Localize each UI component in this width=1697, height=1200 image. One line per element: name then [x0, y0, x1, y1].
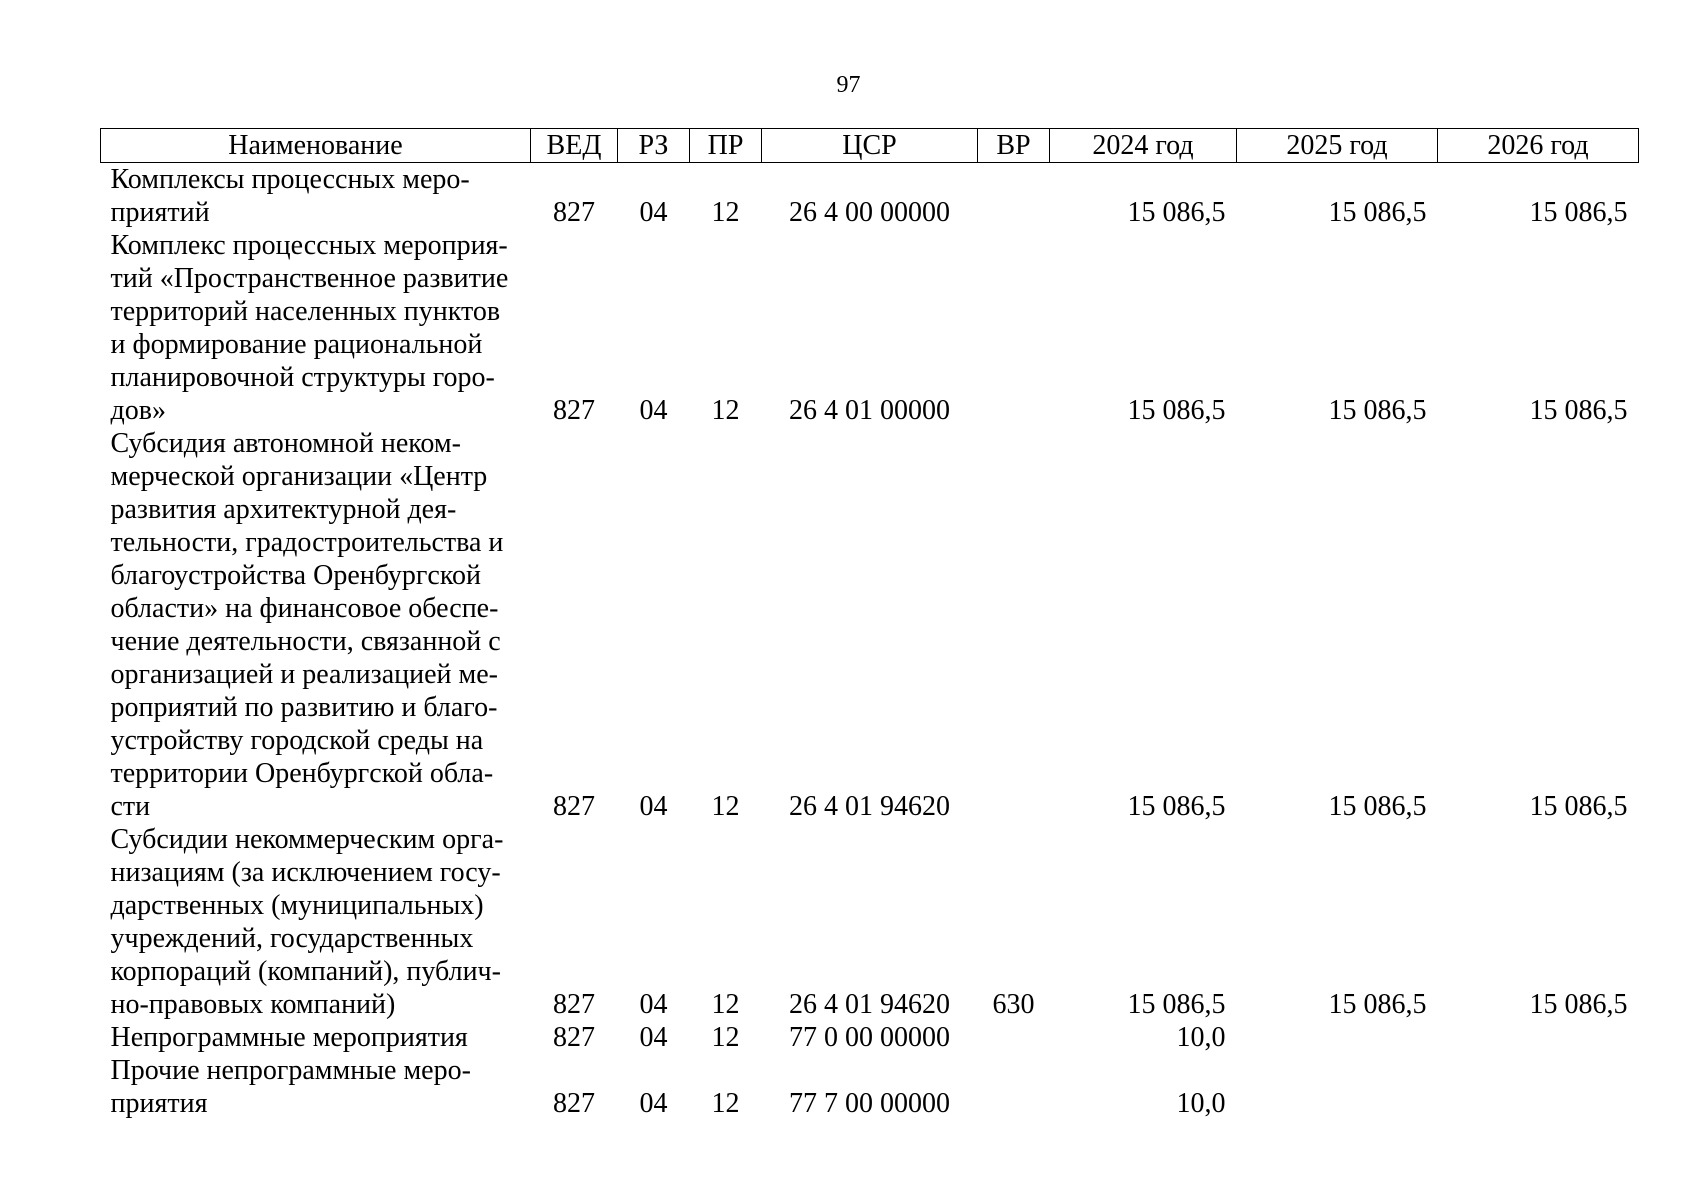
- row-2025: 15 086,5: [1328, 989, 1427, 1020]
- row-2026: 15 086,5: [1529, 989, 1628, 1020]
- row-pr: 12: [711, 989, 740, 1020]
- row-rz: 04: [639, 197, 668, 228]
- header-2024: 2024 год: [1050, 129, 1237, 163]
- table-body: [101, 163, 1639, 1121]
- row-2026: [1438, 1021, 1639, 1054]
- row-2024: 15 086,5: [1127, 395, 1226, 426]
- row-ved: 827: [553, 791, 595, 822]
- table-header: [101, 129, 1639, 163]
- row-2026: 15 086,5: [1529, 197, 1628, 228]
- row-csr: 77 0 00 00000: [789, 1022, 950, 1053]
- row-name-cell: [101, 1021, 531, 1054]
- row-ved: 827: [553, 989, 595, 1020]
- row-csr: 26 4 01 00000: [789, 395, 950, 426]
- row-ved: 827: [553, 1088, 595, 1119]
- row-name: Субсидии некоммерческим орга- низациям (за исключением госу- дарственных (муниципальных) учреждений, государственных корпораций (компаний), публич- но-правовых компаний): [110, 824, 504, 1020]
- row-csr: 26 4 01 94620: [789, 989, 950, 1020]
- row-2024: 10,0: [1176, 1088, 1226, 1119]
- budget-table: [100, 128, 1639, 1120]
- row-ved: 827: [553, 395, 595, 426]
- row-rz: 04: [639, 395, 668, 426]
- header-2025: 2025 год: [1237, 129, 1438, 163]
- row-pr: 12: [711, 395, 740, 426]
- row-name: Комплекс процессных мероприя- тий «Пространственное развитие территорий населенных пунктов и формирование рациональной планировочной структуры горо- дов»: [110, 230, 509, 426]
- row-2024: 15 086,5: [1127, 989, 1226, 1020]
- row-name: Прочие непрограммные меро- приятия: [110, 1055, 471, 1119]
- header-2026: 2026 год: [1438, 129, 1639, 163]
- header-pr: ПР: [690, 129, 762, 163]
- row-csr: 77 7 00 00000: [789, 1088, 950, 1119]
- row-vr: [978, 229, 1050, 427]
- row-name-cell: [101, 1054, 531, 1120]
- header-csr: ЦСР: [762, 129, 978, 163]
- row-2025: 15 086,5: [1328, 197, 1427, 228]
- row-vr: [978, 1021, 1050, 1054]
- row-2026: 15 086,5: [1529, 395, 1628, 426]
- row-name-cell: [101, 229, 531, 427]
- row-vr: [978, 427, 1050, 823]
- row-2025: [1237, 1021, 1438, 1054]
- row-2024: 10,0: [1176, 1022, 1226, 1053]
- row-2024: 15 086,5: [1127, 791, 1226, 822]
- header-name: Наименование: [101, 129, 531, 163]
- row-csr: 26 4 00 00000: [789, 197, 950, 228]
- row-vr: [978, 163, 1050, 230]
- row-rz: 04: [639, 1022, 668, 1053]
- header-rz: РЗ: [618, 129, 690, 163]
- row-name-cell: [101, 163, 531, 230]
- row-2026: 15 086,5: [1529, 791, 1628, 822]
- row-2024: 15 086,5: [1127, 197, 1226, 228]
- table-row: [101, 1021, 1639, 1054]
- header-vr: ВР: [978, 129, 1050, 163]
- row-pr: 12: [711, 1088, 740, 1119]
- row-pr: 12: [711, 791, 740, 822]
- row-pr: 12: [711, 197, 740, 228]
- header-ved: ВЕД: [531, 129, 618, 163]
- row-name-cell: [101, 823, 531, 1021]
- row-name: Комплексы процессных меро- приятий: [110, 164, 470, 228]
- table-row: [101, 823, 1639, 1021]
- row-name-cell: [101, 427, 531, 823]
- table-row: [101, 427, 1639, 823]
- row-2025: 15 086,5: [1328, 395, 1427, 426]
- table-row: [101, 1054, 1639, 1120]
- table-row: [101, 163, 1639, 230]
- row-vr: [978, 1054, 1050, 1120]
- page-number: 97: [836, 72, 861, 98]
- row-name: Непрограммные мероприятия: [110, 1022, 468, 1053]
- row-vr: 630: [992, 989, 1035, 1020]
- header-row: [101, 129, 1639, 163]
- row-pr: 12: [711, 1022, 740, 1053]
- row-name: Субсидия автономной неком- мерческой организации «Центр развития архитектурной дея- тельности, градостроительства и благоустройства Оренбургской области» на финансовое обеспе- чение деятельности, связанной с организацией и реализацией ме- роприятий по развитию и благо- устройству городской среды на территории Оренбургской обла- сти: [110, 428, 504, 822]
- row-csr: 26 4 01 94620: [789, 791, 950, 822]
- row-ved: 827: [553, 1022, 595, 1053]
- row-2025: 15 086,5: [1328, 791, 1427, 822]
- row-rz: 04: [639, 791, 668, 822]
- row-2025: [1237, 1054, 1438, 1120]
- table-row: [101, 229, 1639, 427]
- row-2026: [1438, 1054, 1639, 1120]
- row-ved: 827: [553, 197, 595, 228]
- row-rz: 04: [639, 989, 668, 1020]
- row-rz: 04: [639, 1088, 668, 1119]
